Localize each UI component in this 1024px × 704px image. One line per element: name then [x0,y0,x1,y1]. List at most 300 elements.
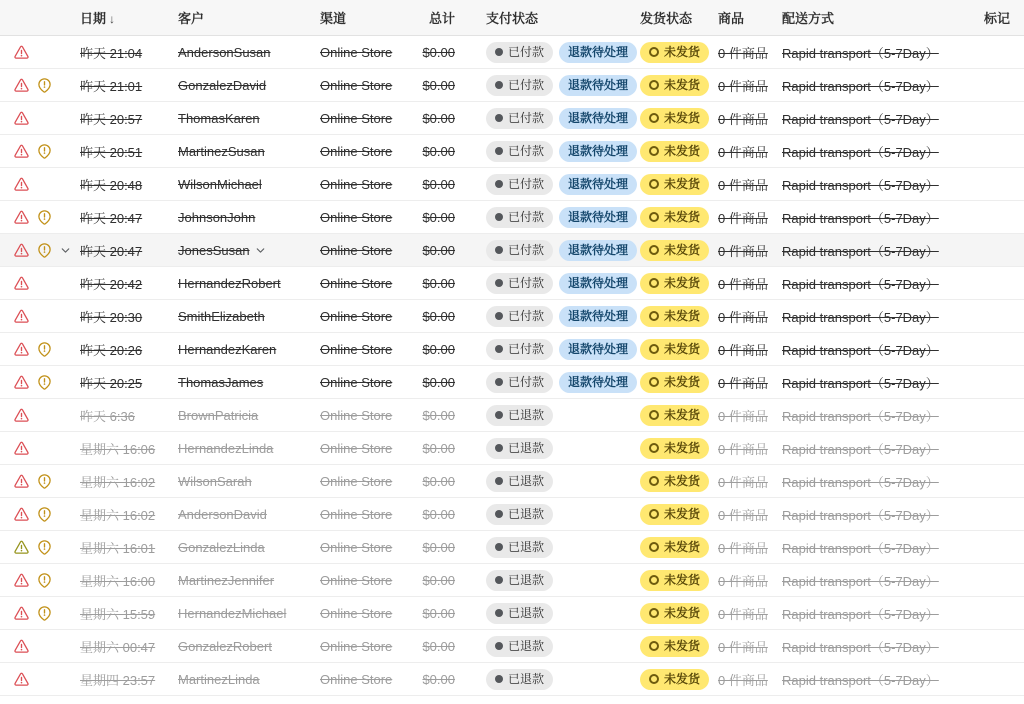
order-date-cell [76,307,176,326]
payment-status-label: 已付款 [508,210,545,224]
unfulfilled-ring-icon [649,80,659,90]
row-alert-icons [0,275,76,292]
payment-status-badge [486,504,553,525]
total-cell [400,540,458,555]
payment-cell [458,603,640,624]
payment-cell [458,405,640,426]
payment-status-dot-icon [495,543,503,551]
delivery-cell [782,241,978,260]
customer-name: JohnsonJohn [178,209,256,225]
delivery-cell [782,142,978,161]
customer-name: HernandezLinda [178,440,274,456]
fulfillment-status-badge [640,141,709,162]
fulfillment-status-badge [640,42,709,63]
fulfillment-status-label: 未发货 [664,144,701,158]
items-cell [718,604,782,623]
delivery-cell [782,274,978,293]
total-cell [400,177,458,192]
delivery-method: Rapid transport（5-7Day） [782,45,939,61]
fulfillment-cell [640,372,718,393]
order-date-cell [76,406,176,425]
order-date: 昨天 20:47 [80,210,143,226]
items-cell [718,340,782,359]
warning-triangle-icon [13,605,30,622]
warning-triangle-icon [13,77,30,94]
payment-status-label: 已付款 [508,111,545,125]
payment-cell [458,240,640,261]
total-cell [400,243,458,258]
payment-status-label: 已退款 [508,441,545,455]
order-row[interactable] [0,564,1024,597]
fulfillment-status-badge [640,273,709,294]
fulfillment-status-badge [640,537,709,558]
order-row[interactable] [0,333,1024,366]
items-cell [718,373,782,392]
order-row[interactable] [0,465,1024,498]
customer-name: MartinezJennifer [178,572,275,588]
payment-status-label: 已付款 [508,243,545,257]
items-count: 0 件商品 [718,177,768,193]
delivery-method: Rapid transport（5-7Day） [782,441,939,457]
order-row[interactable] [0,597,1024,630]
items-count: 0 件商品 [718,606,768,622]
payment-status-dot-icon [495,411,503,419]
channel-cell [318,111,400,126]
channel-cell [318,177,400,192]
items-count: 0 件商品 [718,672,768,688]
payment-status-dot-icon [495,477,503,485]
payment-status-dot-icon [495,279,503,287]
header-date[interactable] [76,8,176,27]
delivery-cell [782,439,978,458]
risk-flag-icon [36,242,53,259]
customer-name: BrownPatricia [178,407,259,423]
header-items-label: 商品 [718,11,745,26]
fulfillment-cell [640,438,718,459]
refund-pending-badge [559,306,637,327]
payment-cell [458,438,640,459]
fulfillment-cell [640,141,718,162]
row-alert-icons [0,176,76,193]
unfulfilled-ring-icon [649,146,659,156]
fulfillment-status-badge [640,603,709,624]
payment-status-dot-icon [495,444,503,452]
payment-cell [458,504,640,525]
order-total: $0.00 [422,671,455,687]
refund-pending-badge [559,339,637,360]
payment-status-badge [486,636,553,657]
payment-cell [458,207,640,228]
order-date: 昨天 20:42 [80,276,143,292]
total-cell [400,606,458,621]
items-count: 0 件商品 [718,375,768,391]
payment-status-dot-icon [495,81,503,89]
fulfillment-status-badge [640,405,709,426]
channel-cell [318,606,400,621]
row-alert-icons [0,308,76,325]
total-cell [400,639,458,654]
channel-cell [318,78,400,93]
items-count: 0 件商品 [718,408,768,424]
delivery-cell [782,208,978,227]
order-total: $0.00 [422,77,455,93]
customer-cell [176,474,318,489]
channel-cell [318,342,400,357]
payment-status-dot-icon [495,609,503,617]
order-date-cell [76,142,176,161]
channel-cell [318,408,400,423]
channel-name: Online Store [320,671,393,687]
refund-pending-badge [559,42,637,63]
order-total: $0.00 [422,209,455,225]
order-total: $0.00 [422,143,455,159]
customer-name: WilsonMichael [178,176,262,192]
warning-triangle-icon [13,671,30,688]
customer-name: SmithElizabeth [178,308,265,324]
payment-status-badge [486,438,553,459]
total-cell [400,276,458,291]
order-date-cell [76,340,176,359]
items-cell [718,43,782,62]
unfulfilled-ring-icon [649,641,659,651]
payment-status-label: 已付款 [508,78,545,92]
fulfillment-status-badge [640,339,709,360]
fulfillment-status-badge [640,504,709,525]
row-alert-icons [0,671,76,688]
warning-triangle-icon [13,143,30,160]
risk-flag-icon [36,341,53,358]
refund-pending-label: 退款待处理 [568,177,629,191]
refund-pending-label: 退款待处理 [568,78,629,92]
customer-name: AndersonSusan [178,44,271,60]
risk-flag-icon [36,209,53,226]
fulfillment-cell [640,207,718,228]
expand-chevron-icon[interactable] [59,244,72,257]
order-date-cell [76,76,176,95]
total-cell [400,78,458,93]
delivery-method: Rapid transport（5-7Day） [782,276,939,292]
fulfillment-cell [640,306,718,327]
order-row[interactable] [0,102,1024,135]
order-total: $0.00 [422,341,455,357]
delivery-cell [782,571,978,590]
refund-pending-label: 退款待处理 [568,243,629,257]
delivery-cell [782,175,978,194]
delivery-method: Rapid transport（5-7Day） [782,309,939,325]
customer-cell [176,309,318,324]
payment-status-badge [486,669,553,690]
order-total: $0.00 [422,440,455,456]
items-count: 0 件商品 [718,45,768,61]
items-count: 0 件商品 [718,309,768,325]
channel-name: Online Store [320,176,393,192]
order-date-cell [76,604,176,623]
header-delivery-method [782,8,978,27]
payment-status-label: 已退款 [508,408,545,422]
delivery-method: Rapid transport（5-7Day） [782,342,939,358]
delivery-method: Rapid transport（5-7Day） [782,144,939,160]
payment-cell [458,75,640,96]
row-alert-icons [0,638,76,655]
order-row[interactable] [0,36,1024,69]
payment-status-label: 已付款 [508,375,545,389]
total-cell [400,45,458,60]
header-total [400,8,458,27]
order-row[interactable] [0,201,1024,234]
fulfillment-status-label: 未发货 [664,78,701,92]
payment-status-dot-icon [495,510,503,518]
channel-name: Online Store [320,440,393,456]
risk-flag-icon [36,539,53,556]
customer-name: GonzalezRobert [178,638,272,654]
payment-status-dot-icon [495,147,503,155]
warning-triangle-icon [13,308,30,325]
row-alert-icons [0,440,76,457]
order-date: 昨天 21:04 [80,45,143,61]
customer-name: GonzalezLinda [178,539,265,555]
order-total: $0.00 [422,605,455,621]
items-cell [718,76,782,95]
customer-cell [176,210,318,225]
table-body [0,36,1024,696]
fulfillment-cell [640,603,718,624]
payment-status-label: 已付款 [508,144,545,158]
delivery-method: Rapid transport（5-7Day） [782,573,939,589]
payment-status-label: 已退款 [508,507,545,521]
order-row[interactable] [0,234,1024,267]
delivery-method: Rapid transport（5-7Day） [782,606,939,622]
customer-cell [176,375,318,390]
payment-status-badge [486,207,553,228]
items-count: 0 件商品 [718,441,768,457]
delivery-method: Rapid transport（5-7Day） [782,639,939,655]
order-total: $0.00 [422,638,455,654]
customer-chevron-down-icon[interactable] [254,244,267,257]
order-date: 星期六 15:59 [80,606,156,622]
payment-status-dot-icon [495,48,503,56]
fulfillment-status-badge [640,372,709,393]
delivery-method: Rapid transport（5-7Day） [782,243,939,259]
refund-pending-label: 退款待处理 [568,276,629,290]
total-cell [400,474,458,489]
payment-cell [458,108,640,129]
order-date: 昨天 20:47 [80,243,143,259]
payment-status-badge [486,108,553,129]
row-alert-icons [0,572,76,589]
risk-flag-icon [36,143,53,160]
header-total-label: 总计 [428,11,455,26]
unfulfilled-ring-icon [649,608,659,618]
order-row[interactable] [0,630,1024,663]
customer-name: WilsonSarah [178,473,252,489]
channel-cell [318,441,400,456]
unfulfilled-ring-icon [649,47,659,57]
order-row[interactable] [0,531,1024,564]
order-date-cell [76,472,176,491]
fulfillment-status-label: 未发货 [664,672,701,686]
payment-status-badge [486,405,553,426]
customer-name: AndersonDavid [178,506,267,522]
channel-name: Online Store [320,605,393,621]
delivery-method: Rapid transport（5-7Day） [782,210,939,226]
order-date: 昨天 20:48 [80,177,143,193]
payment-status-badge [486,471,553,492]
customer-cell [176,672,318,687]
order-total: $0.00 [422,275,455,291]
total-cell [400,309,458,324]
fulfillment-status-label: 未发货 [664,309,701,323]
items-count: 0 件商品 [718,78,768,94]
channel-name: Online Store [320,308,393,324]
delivery-cell [782,373,978,392]
unfulfilled-ring-icon [649,212,659,222]
payment-status-badge [486,537,553,558]
order-date: 昨天 20:26 [80,342,143,358]
header-tags [978,8,1024,27]
payment-cell [458,273,640,294]
row-alert-icons [0,242,76,259]
payment-status-badge [486,174,553,195]
items-cell [718,637,782,656]
fulfillment-status-label: 未发货 [664,375,701,389]
delivery-cell [782,538,978,557]
payment-status-label: 已退款 [508,606,545,620]
payment-status-badge [486,141,553,162]
payment-status-badge [486,273,553,294]
header-payment-status-label: 支付状态 [486,11,539,26]
channel-name: Online Store [320,572,393,588]
order-date: 星期六 16:01 [80,540,156,556]
payment-cell [458,570,640,591]
fulfillment-cell [640,504,718,525]
fulfillment-status-badge [640,636,709,657]
payment-status-label: 已退款 [508,474,545,488]
channel-name: Online Store [320,242,393,258]
customer-name: ThomasKaren [178,110,260,126]
customer-name: MartinezLinda [178,671,260,687]
refund-pending-badge [559,207,637,228]
fulfillment-cell [640,108,718,129]
items-count: 0 件商品 [718,573,768,589]
items-count: 0 件商品 [718,342,768,358]
order-total: $0.00 [422,473,455,489]
channel-cell [318,507,400,522]
risk-flag-icon [36,374,53,391]
delivery-cell [782,505,978,524]
order-date: 星期四 23:57 [80,672,156,688]
channel-name: Online Store [320,77,393,93]
order-date-cell [76,373,176,392]
fulfillment-status-label: 未发货 [664,243,701,257]
payment-cell [458,42,640,63]
items-cell [718,571,782,590]
fulfillment-status-label: 未发货 [664,441,701,455]
order-total: $0.00 [422,242,455,258]
order-date-cell [76,439,176,458]
order-row[interactable] [0,432,1024,465]
customer-cell [176,177,318,192]
customer-cell [176,243,318,258]
payment-cell [458,471,640,492]
order-row[interactable] [0,300,1024,333]
order-row[interactable] [0,663,1024,696]
row-alert-icons [0,44,76,61]
order-total: $0.00 [422,110,455,126]
header-customer [176,8,318,27]
warning-triangle-icon [13,275,30,292]
channel-name: Online Store [320,473,393,489]
payment-cell [458,372,640,393]
order-row[interactable] [0,168,1024,201]
payment-status-label: 已付款 [508,276,545,290]
order-row[interactable] [0,498,1024,531]
payment-cell [458,174,640,195]
payment-status-badge [486,240,553,261]
customer-cell [176,342,318,357]
refund-pending-label: 退款待处理 [568,111,629,125]
fulfillment-cell [640,240,718,261]
customer-cell [176,78,318,93]
order-total: $0.00 [422,407,455,423]
row-alert-icons [0,110,76,127]
channel-cell [318,474,400,489]
sort-descending-icon[interactable]: ↓ [109,12,116,26]
payment-status-label: 已退款 [508,573,545,587]
items-cell [718,505,782,524]
payment-status-badge [486,75,553,96]
delivery-cell [782,406,978,425]
order-row[interactable] [0,135,1024,168]
unfulfilled-ring-icon [649,179,659,189]
row-alert-icons [0,143,76,160]
payment-status-dot-icon [495,642,503,650]
unfulfilled-ring-icon [649,476,659,486]
items-cell [718,175,782,194]
channel-cell [318,639,400,654]
warning-triangle-icon [13,341,30,358]
delivery-cell [782,472,978,491]
delivery-cell [782,670,978,689]
delivery-method: Rapid transport（5-7Day） [782,474,939,490]
order-row[interactable] [0,267,1024,300]
payment-cell [458,339,640,360]
fulfillment-status-badge [640,75,709,96]
fulfillment-status-label: 未发货 [664,342,701,356]
header-payment-status [458,8,640,27]
order-date: 星期六 16:06 [80,441,156,457]
fulfillment-status-label: 未发货 [664,606,701,620]
unfulfilled-ring-icon [649,113,659,123]
order-row[interactable] [0,366,1024,399]
unfulfilled-ring-icon [649,674,659,684]
warning-triangle-icon [13,176,30,193]
items-cell [718,142,782,161]
channel-cell [318,672,400,687]
warning-triangle-icon [13,440,30,457]
channel-cell [318,573,400,588]
items-cell [718,439,782,458]
customer-cell [176,639,318,654]
customer-cell [176,408,318,423]
channel-name: Online Store [320,143,393,159]
order-row[interactable] [0,69,1024,102]
customer-name: JonesSusan [178,242,250,258]
fulfillment-cell [640,75,718,96]
row-alert-icons [0,407,76,424]
order-row[interactable] [0,399,1024,432]
row-alert-icons [0,341,76,358]
total-cell [400,342,458,357]
